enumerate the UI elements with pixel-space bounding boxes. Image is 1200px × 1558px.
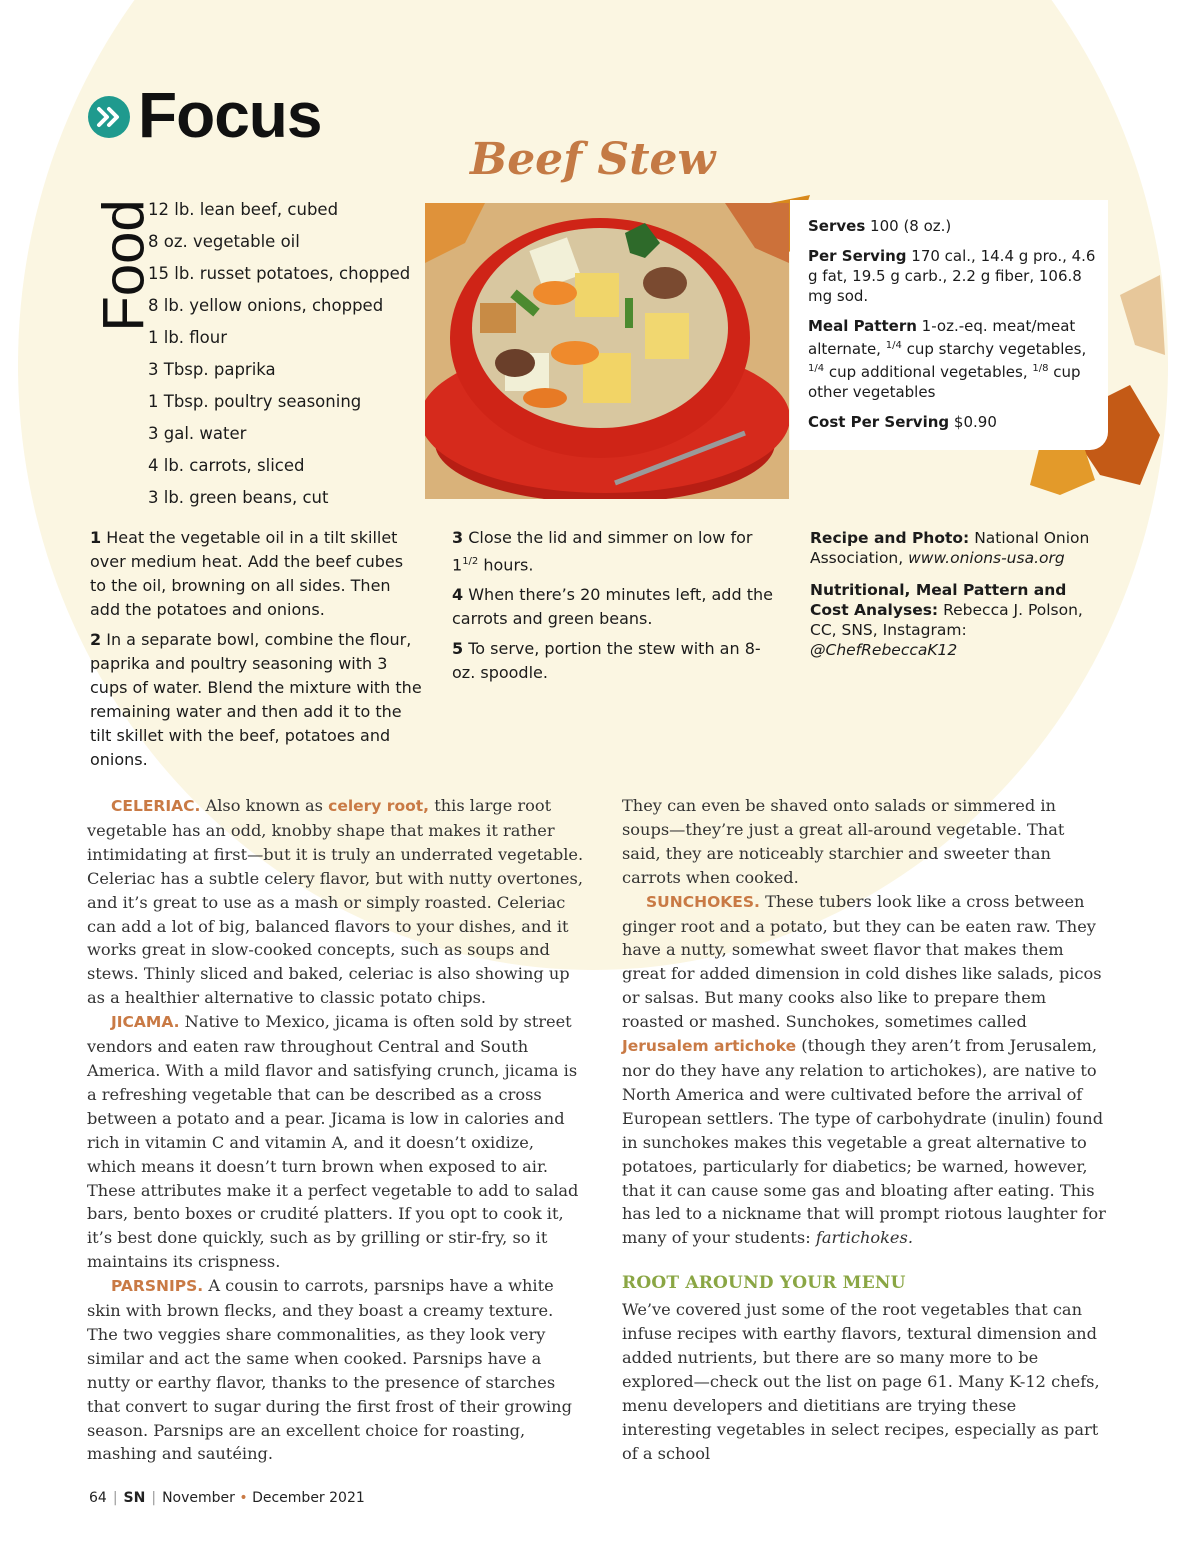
root-paragraph: We’ve covered just some of the root vegetables that can infuse recipes with earthy flavors, textural dimension and added nutrients, but there are so many more to be explored—check out the list on page 61. Many K-12 chefs, menu developers and dietitians are trying these interesting vegetables in select recipes, especially as part of a school [622,1300,1100,1463]
per-serving-value: 170 cal., 14.4 g pro., 4.6 g fat, 19.5 g carb., 2.2 g fiber, 106.8 mg sod. [808,247,1096,305]
article-column-1 [87,794,587,1466]
step-text: Close the lid and simmer on low for 1 [452,528,753,575]
section-title-focus: Focus [138,79,322,151]
page-footer: 64 | SN | November • December 2021 [89,1490,365,1506]
paragraph-text: Native to Mexico, jicama is often sold by street vendors and eaten raw throughout Central and South America. With a mild flavor and satisfying crunch, jicama is a refreshing vegetable that can be described as a cross between a potato and a pear. Jicama is low in calories and rich in vitamin C and vitamin A, and it doesn’t oxidize, which means it doesn’t turn brown when exposed to air. These attributes make it a perfect vegetable to add to salad bars, bento boxes or crudité platters. If you opt to cook it, it’s best done quickly, such as by grilling or stir-fry, so it maintains its crispness. [87,1012,579,1272]
nickname: fartichokes. [815,1228,913,1248]
ingredient-item: 4 lb. carrots, sliced [148,456,305,475]
paragraph-text: Also known as [205,796,323,815]
credit-label: Nutritional, Meal Pattern and Cost Analyses: [810,581,1067,619]
ingredient-item: 12 lb. lean beef, cubed [148,200,339,219]
analysis-credit [810,580,1110,660]
ingredient-item: 8 lb. yellow onions, chopped [148,296,384,315]
meal-pattern-text: cup additional vegetables, [828,363,1028,381]
page-number: 64 [89,1490,107,1506]
step-4 [452,583,782,631]
paragraph-text: A cousin to carrots, parsnips have a white skin with brown flecks, and they boast a creamy texture. The two veggies share commonalities, as they look very similar and act the same when cooked. Parsnips have a nutty or earthy flavor, thanks to the presence of starches that convert to sugar during the first frost of their growing season. Parsnips are an excellent choice for roasting, mashing and sautéing. [87,1276,572,1464]
credit-url: www.onions-usa.org [908,549,1065,567]
step-number: 2 [90,630,102,649]
paragraph-text: These tubers look like a cross between ginger root and a potato, but they can be eaten raw. They have a nutty, somewhat sweet flavor that makes them great for added dimension in cold dishes like salads, picos or salsas. But many cooks also like to prepare them roasted or mashed. Sunchokes, sometimes called [622,891,1102,1032]
recipe-credits [810,528,1110,672]
serves-value: 100 (8 oz.) [870,217,952,235]
fraction: 1/2 [462,556,479,567]
meal-pattern-label: Meal Pattern [808,317,917,335]
step-5 [452,637,782,685]
fraction: 1/8 [1032,363,1049,374]
step-text: To serve, portion the stew with an 8-oz. spoodle. [452,639,761,683]
per-serving-label: Per Serving [808,247,907,265]
ingredient-item: 1 lb. flour [148,328,228,347]
step-2 [90,628,422,772]
ingredient-list [148,198,410,518]
paragraph-text: this large root vegetable has an odd, knobby shape that makes it rather intimidating at first—but it is truly an underrated vegetable. Celeriac has a subtle celery flavor, but with nutty overtones, and it’s great to use as a mash or simply roasted. Celeriac can add a lot of big, balanced flavors to your dishes, and it works great in slow-cooked concepts, such as soups and stews. Thinly sliced and baked, celeriac is also showing up as a healthier alternative to classic potato chips. [87,796,584,1008]
double-chevron-right-icon [88,96,130,138]
credit-value: Rebecca J. Polson, CC, SNS, Instagram: [810,601,1083,639]
nutrition-panel [790,200,1108,450]
step-text: hours. [483,555,534,575]
issue-month: November [162,1490,235,1506]
issue-month-year: December 2021 [252,1490,365,1506]
keyword: CELERIAC. [111,797,201,815]
magazine-name: SN [123,1490,146,1506]
keyword: SUNCHOKES. [646,892,760,911]
ingredient-item: 3 Tbsp. paprika [148,360,276,379]
step-number: 1 [90,528,102,547]
parsnips-continued: They can even be shaved onto salads or simmered in soups—they’re just a great all-around vegetable. That said, they are noticeably starchier and sweeter than carrots when cooked. [622,796,1065,887]
sunchokes-paragraph [622,890,1108,1251]
per-serving-line [808,246,1098,306]
cost-label: Cost Per Serving [808,413,950,431]
ingredient-item: 3 lb. green beans, cut [148,488,329,507]
meal-pattern-text: cup other vegetables [808,363,1081,401]
meal-pattern-text: 1-oz.-eq. meat/meat alternate, [808,317,1076,358]
recipe-title: Beef Stew [470,134,716,185]
ingredient-item: 3 gal. water [148,424,247,443]
credit-value: National Onion Association, [810,529,1090,567]
step-1 [90,526,422,622]
serves-label: Serves [808,217,866,235]
step-text: When there’s 20 minutes left, add the carrots and green beans. [452,585,773,629]
serves-line [808,216,1098,236]
parsnips-paragraph [87,1274,587,1466]
fraction: 1/4 [808,363,825,374]
keyword: PARSNIPS. [111,1277,204,1296]
step-number: 5 [452,639,464,659]
jicama-paragraph [87,1010,587,1274]
credit-handle: @ChefRebeccaK12 [810,641,958,659]
cost-line [808,412,1098,432]
cost-value: $0.90 [953,413,997,431]
recipe-credit [810,528,1110,568]
step-text: Heat the vegetable oil in a tilt skillet over medium heat. Add the beef cubes to the oil, browning on all sides. Then add the potatoes and onions. [90,528,404,619]
ingredient-item: 15 lb. russet potatoes, chopped [148,264,411,283]
article-column-2 [622,794,1108,1465]
steps-column-1 [90,526,422,778]
step-3 [452,526,782,577]
meal-pattern-line [808,316,1098,402]
step-number: 3 [452,528,464,547]
meal-pattern-text: cup starchy vegetables, [906,340,1087,358]
step-number: 4 [452,585,464,605]
keyword: Jerusalem artichoke [622,1037,797,1056]
keyword: JICAMA. [111,1013,180,1032]
credit-label: Recipe and Photo: [810,529,970,547]
step-text: In a separate bowl, combine the flour, paprika and poultry seasoning with 3 cups of water. Blend the mixture with the remaining water and then add it to the tilt skillet with the beef, potatoes and onions. [90,630,422,769]
steps-column-2 [452,526,782,691]
beef-stew-photo [425,203,789,499]
celeriac-paragraph [87,794,587,1010]
section-heading: ROOT AROUND YOUR MENU [622,1273,906,1294]
ingredient-item: 8 oz. vegetable oil [148,232,300,251]
fraction: 1/4 [885,340,902,351]
paragraph-text: (though they aren’t from Jerusalem, nor do they have any relation to artichokes), are native to North America and were cultivated before the arrival of European settlers. The type of carbohydrate (inulin) found in sunchokes makes this vegetable a great alternative to potatoes, particularly for diabetics; be warned, however, that it can cause some gas and bloating after eating. This has led to a nickname that will prompt riotous laughter for many of your students: [622,1036,1106,1248]
section-title-food: Food [91,199,157,332]
ingredient-item: 1 Tbsp. poultry seasoning [148,392,362,411]
keyword: celery root, [328,797,430,815]
